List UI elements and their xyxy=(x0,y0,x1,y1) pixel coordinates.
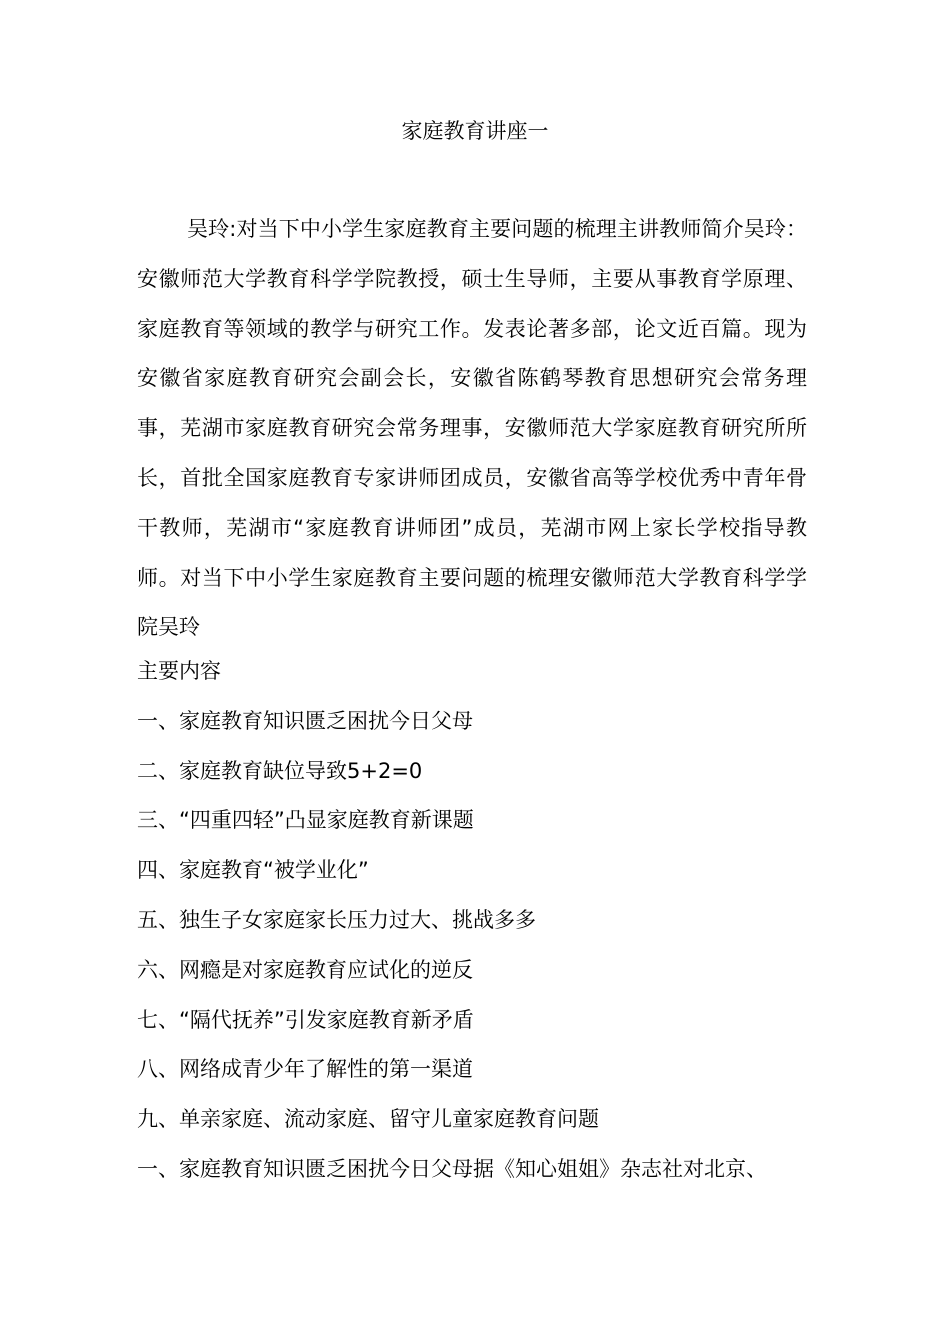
document-title: 家庭教育讲座一 xyxy=(401,119,549,143)
outline-heading: 主要内容 xyxy=(137,659,221,683)
outline-item: 八、网络成青少年了解性的第一渠道 xyxy=(137,1057,473,1082)
outline-item: 七、“隔代抚养”引发家庭教育新矛盾 xyxy=(137,1007,474,1032)
outline-item: 二、家庭教育缺位导致5+2=0 xyxy=(137,758,423,783)
body-text-line: 一、家庭教育知识匮乏困扰今日父母据《知心姐姐》杂志社对北京、 xyxy=(137,1156,767,1181)
content-outline xyxy=(137,647,807,1195)
outline-item: 一、家庭教育知识匮乏困扰今日父母 xyxy=(137,708,473,733)
outline-item: 九、单亲家庭、流动家庭、留守儿童家庭教育问题 xyxy=(137,1107,599,1132)
outline-item: 三、“四重四轻”凸显家庭教育新课题 xyxy=(137,808,474,833)
outline-item: 六、网瘾是对家庭教育应试化的逆反 xyxy=(137,957,473,982)
outline-item: 四、家庭教育“被学业化” xyxy=(137,858,369,883)
outline-item: 五、独生子女家庭家长压力过大、挑战多多 xyxy=(137,907,536,932)
intro-paragraph: 吴玲:对当下中小学生家庭教育主要问题的梳理主讲教师简介吴玲：安徽师范大学教育科学学院教授，硕士生导师，主要从事教育学原理、家庭教育等领域的教学与研究工作。发表论著多部，论文近百篇。现为安徽省家庭教育研究会副会长，安徽省陈鹤琴教育思想研究会常务理事，芜湖市家庭教育研究会常务理事，安徽师范大学家庭教育研究所所长，首批全国家庭教育专家讲师团成员，安徽省高等学校优秀中青年骨干教师，芜湖市“家庭教育讲师团”成员，芜湖市网上家长学校指导教师。对当下中小学生家庭教育主要问题的梳理安徽师范大学教育科学学院吴玲 xyxy=(137,217,807,640)
